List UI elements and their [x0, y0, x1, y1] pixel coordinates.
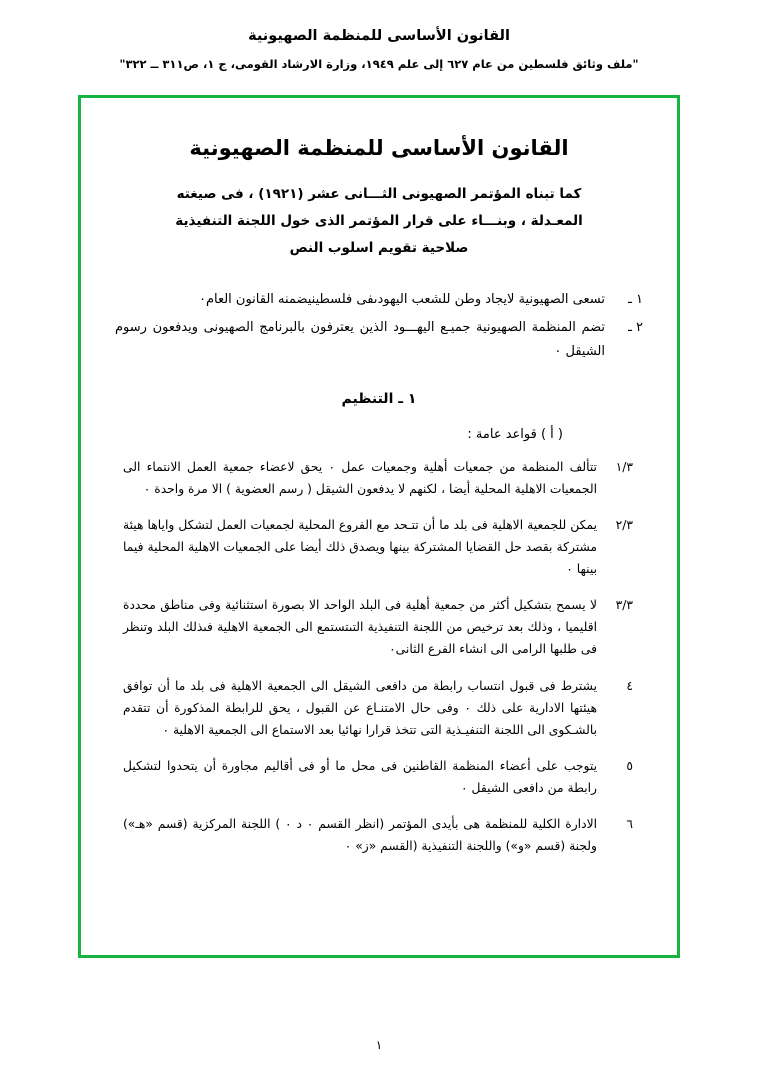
clause-text: يتوجب على أعضاء المنظمة القاطنين فى محل ما أو فى أقاليم مجاورة أن يتحدوا لتشكيل رابطة من دافعى الشيقل ٠ [123, 758, 597, 796]
clause-text: الادارة الكلية للمنظمة هى بأيدى المؤتمر (انظر القسم ٠ د ٠ ) اللجنة المركزية (قسم «هـ») ولجنة (قسم «و») واللجنة التنفيذية (القسم «ز» ٠ [123, 817, 597, 854]
subtitle-line: المعـدلة ، وبنـــاء على قرار المؤتمر الذى خول اللجنة التنفيذية [175, 213, 583, 230]
clause-number: ٦ [626, 817, 633, 832]
clause-text: تتألف المنظمة من جمعيات أهلية وجمعيات عمل ٠ يحق لاعضاء جمعية العمل الانتماء الى الجمعيات الاهلية المحلية أيضا ، لكنهم لا يدفعون الشيقل ( رسم العضوية ) الا مرة واحدة ٠ [123, 459, 597, 496]
list-item [115, 288, 643, 312]
list-item [115, 316, 643, 364]
list-item-number: ٢ ـ [628, 320, 643, 336]
clause-item [115, 456, 643, 500]
content-frame-inner [81, 98, 677, 955]
section-heading: ١ ـ التنظيم [341, 390, 417, 407]
clause-item [115, 514, 643, 580]
subtitle-line: صلاحية تقويم اسلوب النص [289, 240, 469, 257]
content-frame [78, 95, 680, 958]
clause-item [115, 755, 643, 799]
header-title: القانون الأساسى للمنظمة الصهيونية [248, 28, 510, 44]
clause-text: لا يسمح بتشكيل أكثر من جمعية أهلية فى البلد الواحد الا بصورة استثنائية وفى مناطق محددة اقليميا ، وذلك بعد ترخيص من اللجنة التنفيذية التىتستمع الى الجمعية الاهلية فىذلك البلد وتنظر فى طلبها الرامى الى انشاء الفرع الثانى٠ [123, 598, 597, 657]
clause-number: ٣/٣ [615, 598, 633, 613]
list-item-text: تضم المنظمة الصهيونية جميـع اليهـــود الذين يعترفون بالبرنامج الصهيونى ويدفعون رسوم الشيقل ٠ [115, 320, 605, 360]
list-item-text: تسعى الصهيونية لايجاد وطن للشعب اليهودىفى فلسطينيضمنه القانون العام٠ [198, 292, 605, 308]
header-source-citation: "ملف وثائق فلسطين من عام ٦٢٧ إلى علم ١٩٤٩، وزارة الارشاد القومى، ج ١، ص٣١١ ــ ٣٢٢" [119, 57, 639, 72]
clause-list [115, 456, 643, 858]
page-header [0, 0, 758, 72]
clause-number: ٢/٣ [615, 517, 633, 532]
clause-number: ٤ [626, 678, 633, 693]
clause-text: يشترط فى قبول انتساب رابطة من دافعى الشيقل الى الجمعية الاهلية فى بلد ما أن توافق هيئتها الادارية على ذلك ٠ وفى حال الامتنـاع عن القبول ، يحق للرابطة المذكورة أن تتقدم بالشـكوى الى اللجنة التنفيـذية التى تتخذ قرارا نهائيا بعد الاستماع الى الجمعية الاهلية ٠ [123, 678, 597, 737]
clause-text: يمكن للجمعية الاهلية فى بلد ما أن تتـحد مع الفروع المحلية لجمعيات العمل لتشكل واياها هيئة مشتركة بقصد حل القضايا المشتركة بينها ويصدق ذلك أيضا على الجمعيات الاهلية المحلية فيما بينها ٠ [123, 517, 597, 577]
clause-number: ١/٣ [615, 459, 633, 474]
page-number: ١ [375, 1038, 383, 1052]
document-subtitle [115, 181, 643, 262]
clause-item [115, 813, 643, 857]
clause-item [115, 675, 643, 741]
subsection-label: ( أ ) قواعد عامة : [467, 426, 563, 442]
clause-item [115, 594, 643, 660]
document-title: القانون الأساسى للمنظمة الصهيونية [189, 136, 569, 160]
clause-number: ٥ [626, 758, 633, 773]
intro-list [115, 288, 643, 364]
list-item-number: ١ ـ [628, 292, 643, 308]
subtitle-line: كما تبناه المؤتمر الصهيونى الثـــانى عشر (١٩٢١) ، فى صيغته [176, 186, 582, 203]
